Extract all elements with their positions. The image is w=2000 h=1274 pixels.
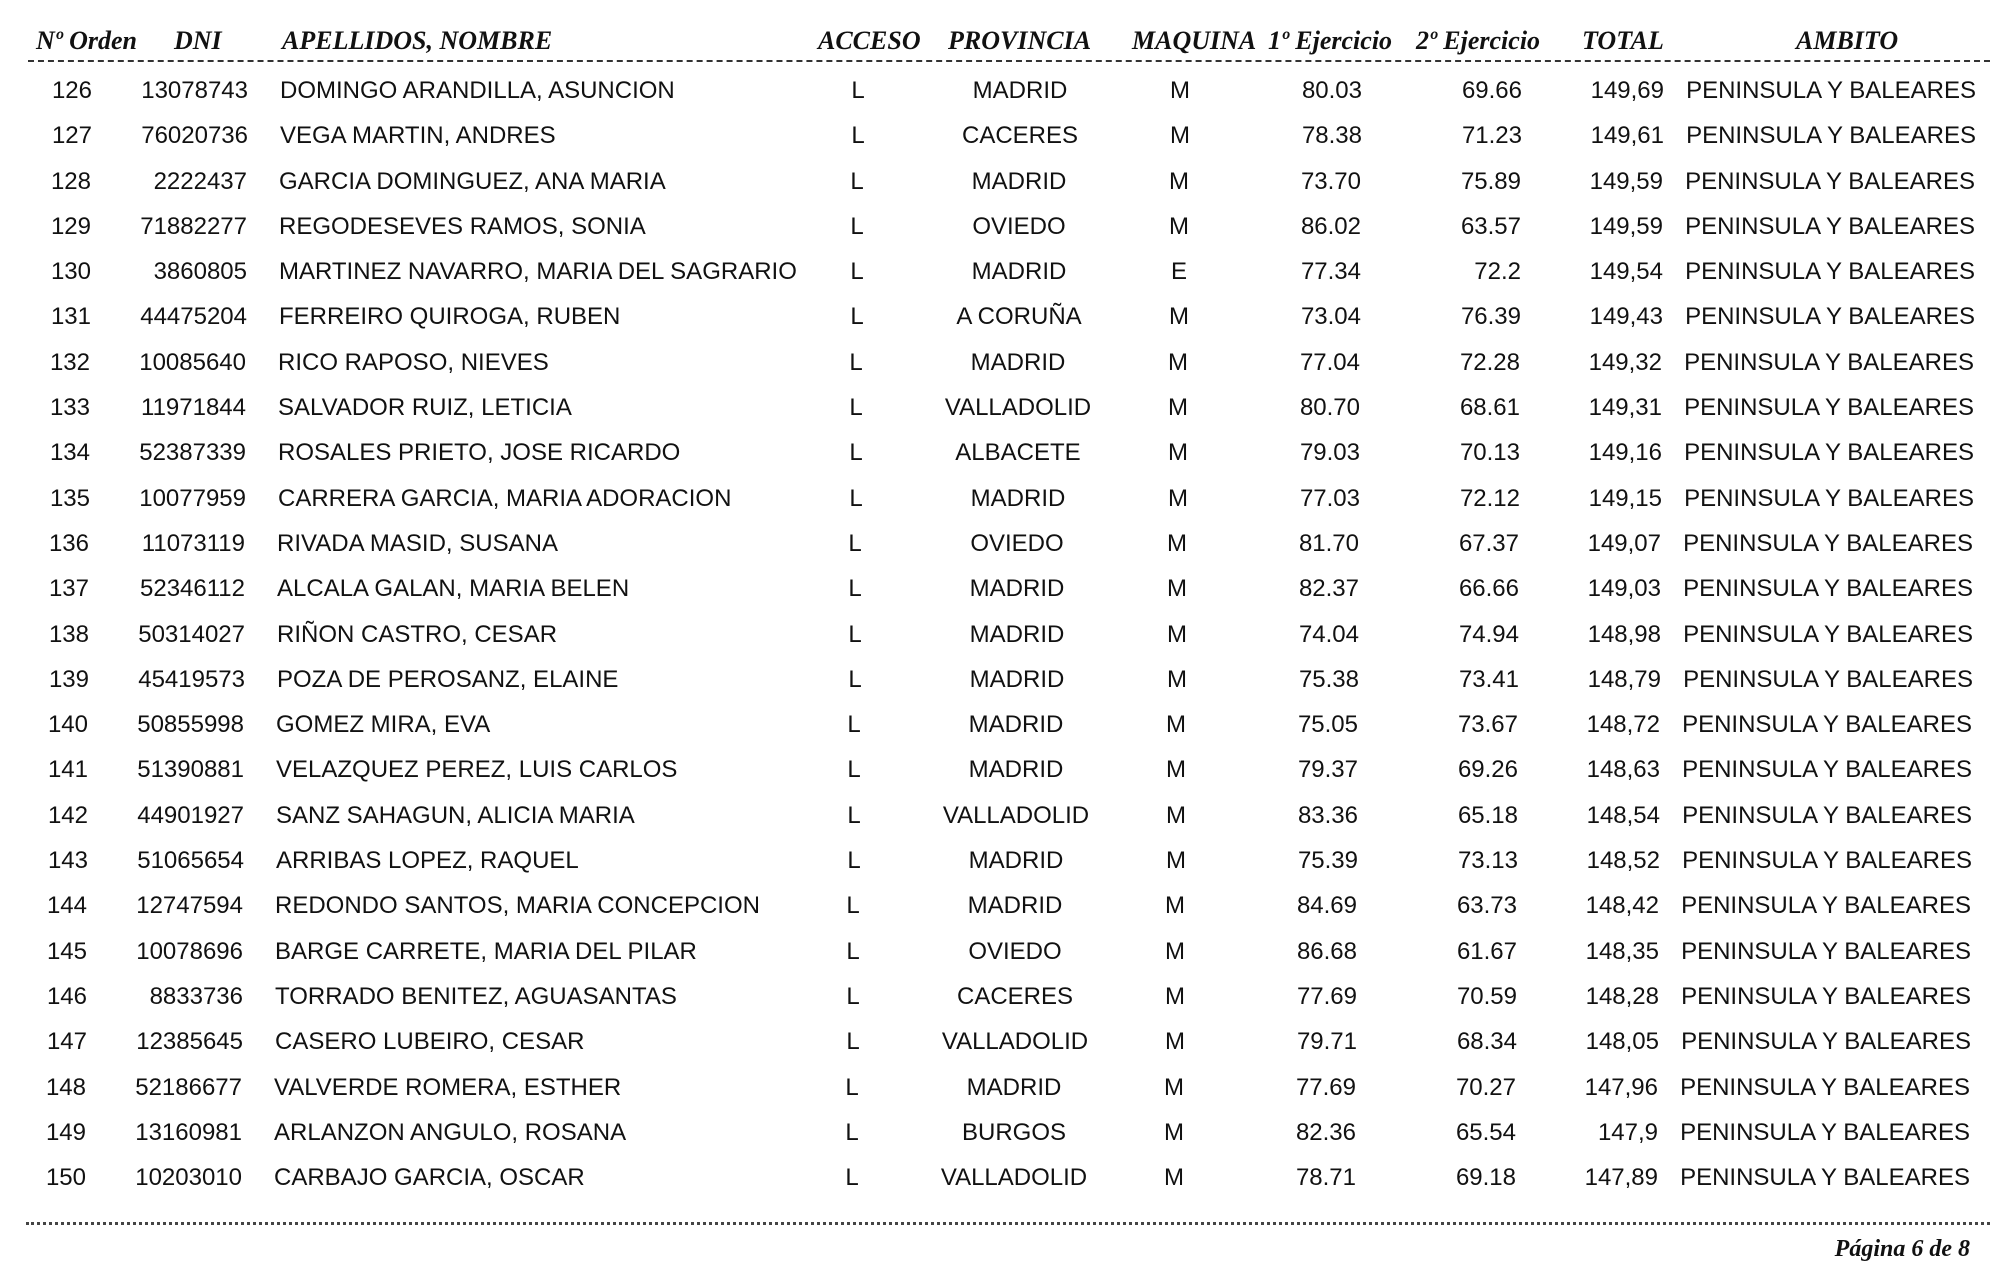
cell-acceso: L — [848, 620, 862, 648]
cell-orden: 147 — [46, 1028, 87, 1056]
cell-ejercicio-1: 79.71 — [1296, 1028, 1357, 1056]
cell-orden: 143 — [47, 847, 88, 875]
cell-ambito: PENINSULA Y BALEARES — [1681, 937, 1971, 965]
cell-acceso: L — [850, 212, 864, 240]
cell-ejercicio-2: 69.26 — [1457, 756, 1518, 784]
cell-orden: 146 — [46, 982, 87, 1010]
table-row — [0, 793, 2000, 838]
cell-nombre: GARCIA DOMINGUEZ, ANA MARIA — [279, 167, 666, 195]
cell-ambito: PENINSULA Y BALEARES — [1682, 756, 1972, 784]
cell-nombre: RIÑON CASTRO, CESAR — [277, 620, 558, 648]
cell-provincia: OVIEDO — [968, 937, 1062, 965]
cell-ejercicio-2: 73.13 — [1457, 847, 1518, 875]
cell-maquina: M — [1165, 937, 1185, 965]
cell-maquina: M — [1164, 1118, 1184, 1146]
table-row — [0, 747, 2000, 792]
table-row — [0, 340, 2000, 385]
cell-nombre: ARRIBAS LOPEZ, RAQUEL — [276, 847, 579, 875]
cell-dni: 52186677 — [135, 1073, 242, 1101]
cell-ejercicio-1: 75.05 — [1297, 711, 1358, 739]
cell-maquina: M — [1170, 122, 1190, 150]
table-row — [0, 204, 2000, 249]
cell-dni: 44475204 — [140, 303, 247, 331]
cell-ejercicio-1: 77.69 — [1295, 1073, 1356, 1101]
cell-acceso: L — [846, 892, 860, 920]
cell-acceso: L — [850, 303, 864, 331]
table-row — [0, 702, 2000, 747]
cell-ejercicio-2: 72.2 — [1474, 258, 1521, 286]
cell-total: 148,54 — [1586, 801, 1660, 829]
cell-acceso: L — [849, 394, 863, 422]
cell-ejercicio-2: 76.39 — [1460, 303, 1521, 331]
cell-dni: 2222437 — [153, 167, 247, 195]
cell-ambito: PENINSULA Y BALEARES — [1685, 258, 1975, 286]
table-row — [0, 159, 2000, 204]
cell-total: 149,69 — [1590, 77, 1664, 104]
cell-ambito: PENINSULA Y BALEARES — [1683, 529, 1973, 557]
cell-ejercicio-1: 86.68 — [1296, 937, 1357, 965]
table-row — [0, 1019, 2000, 1064]
cell-maquina: M — [1167, 529, 1187, 557]
cell-orden: 129 — [50, 212, 91, 240]
cell-nombre: ROSALES PRIETO, JOSE RICARDO — [278, 439, 681, 467]
cell-ejercicio-1: 73.04 — [1300, 303, 1361, 331]
cell-dni: 52387339 — [139, 439, 246, 467]
cell-ambito: PENINSULA Y BALEARES — [1685, 303, 1975, 331]
cell-dni: 45419573 — [138, 665, 245, 693]
cell-nombre: REGODESEVES RAMOS, SONIA — [279, 212, 646, 240]
cell-acceso: L — [848, 529, 862, 557]
cell-orden: 142 — [47, 801, 88, 829]
cell-ejercicio-1: 79.37 — [1297, 756, 1358, 784]
cell-maquina: M — [1165, 1028, 1185, 1056]
cell-orden: 130 — [50, 258, 91, 286]
cell-ejercicio-1: 83.36 — [1297, 801, 1358, 829]
cell-maquina: M — [1167, 575, 1187, 603]
cell-provincia: MADRID — [968, 847, 1064, 875]
cell-ambito: PENINSULA Y BALEARES — [1686, 77, 1976, 104]
cell-ambito: PENINSULA Y BALEARES — [1680, 1073, 1970, 1101]
cell-maquina: M — [1166, 801, 1186, 829]
cell-provincia: MADRID — [969, 665, 1065, 693]
table-row — [0, 883, 2000, 928]
cell-provincia: MADRID — [968, 711, 1064, 739]
cell-maquina: M — [1170, 77, 1190, 104]
cell-provincia: MADRID — [966, 1073, 1062, 1101]
cell-nombre: DOMINGO ARANDILLA, ASUNCION — [280, 77, 675, 104]
cell-dni: 50314027 — [138, 620, 245, 648]
cell-ambito: PENINSULA Y BALEARES — [1682, 711, 1972, 739]
cell-nombre: GOMEZ MIRA, EVA — [276, 711, 491, 739]
cell-provincia: BURGOS — [961, 1118, 1066, 1146]
cell-orden: 139 — [48, 665, 89, 693]
cell-maquina: M — [1169, 212, 1189, 240]
cell-orden: 140 — [47, 711, 88, 739]
cell-ejercicio-1: 79.03 — [1299, 439, 1360, 467]
header-ambito: AMBITO — [1796, 26, 1899, 55]
cell-acceso: L — [845, 1118, 859, 1146]
cell-total: 149,32 — [1588, 348, 1662, 376]
table-row — [0, 1110, 2000, 1155]
cell-maquina: M — [1166, 756, 1186, 784]
cell-acceso: L — [850, 167, 864, 195]
cell-ambito: PENINSULA Y BALEARES — [1682, 801, 1972, 829]
cell-acceso: L — [848, 575, 862, 603]
cell-orden: 144 — [46, 892, 87, 920]
cell-provincia: MADRID — [969, 575, 1065, 603]
cell-ambito: PENINSULA Y BALEARES — [1681, 892, 1971, 920]
cell-maquina: M — [1165, 982, 1185, 1010]
cell-ejercicio-2: 73.67 — [1457, 711, 1518, 739]
cell-ejercicio-2: 71.23 — [1461, 122, 1522, 150]
cell-dni: 11073119 — [141, 529, 245, 557]
cell-acceso: L — [849, 439, 863, 467]
cell-orden: 127 — [51, 122, 92, 150]
cell-dni: 12385645 — [136, 1028, 243, 1056]
cell-dni: 13078743 — [141, 77, 248, 104]
cell-nombre: SANZ SAHAGUN, ALICIA MARIA — [276, 801, 635, 829]
cell-ambito: PENINSULA Y BALEARES — [1683, 575, 1973, 603]
table-row — [0, 974, 2000, 1019]
cell-dni: 3860805 — [153, 258, 247, 286]
cell-ambito: PENINSULA Y BALEARES — [1680, 1118, 1970, 1146]
cell-nombre: VEGA MARTIN, ANDRES — [280, 122, 556, 150]
cell-provincia: ALBACETE — [955, 439, 1081, 467]
table-row — [0, 521, 2000, 566]
cell-nombre: TORRADO BENITEZ, AGUASANTAS — [275, 982, 677, 1010]
cell-acceso: L — [849, 484, 863, 512]
cell-acceso: L — [848, 665, 862, 693]
cell-orden: 145 — [46, 937, 87, 965]
cell-ejercicio-1: 75.39 — [1297, 847, 1358, 875]
cell-ambito: PENINSULA Y BALEARES — [1683, 665, 1973, 693]
cell-ejercicio-2: 68.61 — [1459, 394, 1520, 422]
cell-dni: 52346112 — [140, 575, 245, 603]
cell-total: 148,98 — [1587, 620, 1661, 648]
cell-acceso: L — [849, 348, 863, 376]
cell-ambito: PENINSULA Y BALEARES — [1683, 620, 1973, 648]
cell-nombre: ALCALA GALAN, MARIA BELEN — [277, 575, 630, 603]
cell-dni: 10078696 — [136, 937, 243, 965]
cell-nombre: VALVERDE ROMERA, ESTHER — [274, 1073, 622, 1101]
cell-provincia: CACERES — [961, 122, 1079, 150]
cell-provincia: MADRID — [971, 167, 1067, 195]
cell-ejercicio-2: 69.18 — [1455, 1164, 1516, 1192]
cell-ejercicio-1: 84.69 — [1296, 892, 1357, 920]
cell-dni: 51390881 — [137, 756, 244, 784]
cell-ejercicio-1: 80.70 — [1299, 394, 1360, 422]
cell-total: 149,59 — [1589, 167, 1663, 195]
cell-ejercicio-1: 86.02 — [1300, 212, 1361, 240]
cell-maquina: M — [1164, 1164, 1184, 1192]
cell-acceso: L — [846, 982, 860, 1010]
cell-acceso: L — [845, 1073, 859, 1101]
page-number: Página 6 de 8 — [1834, 1236, 1970, 1262]
cell-total: 148,72 — [1586, 711, 1660, 739]
cell-ejercicio-2: 66.66 — [1458, 575, 1519, 603]
cell-provincia: VALLADOLID — [941, 1028, 1089, 1056]
cell-orden: 132 — [49, 348, 90, 376]
cell-ejercicio-1: 77.69 — [1296, 982, 1357, 1010]
cell-orden: 134 — [49, 439, 90, 467]
cell-orden: 136 — [48, 529, 89, 557]
cell-ejercicio-2: 70.27 — [1455, 1073, 1516, 1101]
cell-maquina: M — [1168, 394, 1188, 422]
cell-ejercicio-1: 74.04 — [1298, 620, 1359, 648]
cell-ejercicio-2: 65.54 — [1455, 1118, 1516, 1146]
cell-maquina: M — [1167, 665, 1187, 693]
cell-ambito: PENINSULA Y BALEARES — [1680, 1164, 1970, 1192]
cell-ambito: PENINSULA Y BALEARES — [1681, 1028, 1971, 1056]
cell-total: 147,89 — [1584, 1164, 1658, 1192]
cell-maquina: M — [1168, 439, 1188, 467]
cell-provincia: VALLADOLID — [944, 394, 1092, 422]
cell-total: 149,03 — [1587, 575, 1661, 603]
cell-total: 148,35 — [1585, 937, 1659, 965]
cell-ejercicio-2: 70.13 — [1459, 439, 1520, 467]
cell-dni: 10077959 — [139, 484, 246, 512]
table-row — [0, 566, 2000, 611]
cell-provincia: OVIEDO — [972, 212, 1066, 240]
table-row — [0, 430, 2000, 475]
cell-nombre: CARRERA GARCIA, MARIA ADORACION — [278, 484, 732, 512]
cell-nombre: VELAZQUEZ PEREZ, LUIS CARLOS — [276, 756, 678, 784]
cell-dni: 10085640 — [139, 348, 246, 376]
cell-maquina: M — [1167, 620, 1187, 648]
cell-maquina: M — [1165, 892, 1185, 920]
cell-dni: 11971844 — [141, 394, 246, 422]
cell-nombre: POZA DE PEROSANZ, ELAINE — [277, 665, 619, 693]
cell-orden: 135 — [49, 484, 90, 512]
cell-ejercicio-1: 78.71 — [1295, 1164, 1356, 1192]
header-dni: DNI — [174, 26, 222, 55]
cell-total: 148,42 — [1585, 892, 1659, 920]
cell-ejercicio-1: 73.70 — [1300, 167, 1361, 195]
cell-nombre: BARGE CARRETE, MARIA DEL PILAR — [275, 937, 697, 965]
cell-acceso: L — [847, 847, 861, 875]
cell-maquina: M — [1164, 1073, 1184, 1101]
header-nombre: APELLIDOS, NOMBRE — [282, 26, 553, 55]
cell-maquina: M — [1166, 711, 1186, 739]
cell-total: 149,31 — [1588, 394, 1662, 422]
cell-ejercicio-1: 75.38 — [1298, 665, 1359, 693]
table-row — [0, 929, 2000, 974]
table-row — [0, 1155, 2000, 1200]
cell-orden: 148 — [45, 1073, 86, 1101]
table-row — [0, 249, 2000, 294]
cell-nombre: RICO RAPOSO, NIEVES — [278, 348, 549, 376]
header-ejercicio-1: 1º Ejercicio — [1268, 26, 1393, 55]
cell-dni: 76020736 — [141, 122, 248, 150]
cell-maquina: M — [1166, 847, 1186, 875]
cell-total: 148,63 — [1586, 756, 1660, 784]
cell-acceso: L — [847, 756, 861, 784]
table-row — [0, 612, 2000, 657]
cell-acceso: L — [845, 1164, 859, 1192]
cell-ejercicio-2: 74.94 — [1458, 620, 1519, 648]
cell-dni: 50855998 — [137, 711, 244, 739]
cell-ejercicio-1: 77.34 — [1300, 258, 1361, 286]
cell-acceso: L — [846, 937, 860, 965]
cell-orden: 141 — [47, 756, 88, 784]
cell-nombre: CARBAJO GARCIA, OSCAR — [274, 1164, 585, 1192]
cell-ejercicio-1: 80.03 — [1301, 77, 1362, 104]
cell-provincia: CACERES — [956, 982, 1074, 1010]
cell-dni: 10203010 — [135, 1164, 242, 1192]
cell-orden: 150 — [45, 1164, 86, 1192]
cell-total: 149,15 — [1588, 484, 1662, 512]
cell-ejercicio-1: 77.04 — [1299, 348, 1360, 376]
cell-orden: 138 — [48, 620, 89, 648]
cell-nombre: SALVADOR RUIZ, LETICIA — [278, 394, 572, 422]
cell-acceso: L — [847, 711, 861, 739]
cell-ambito: PENINSULA Y BALEARES — [1685, 212, 1975, 240]
cell-ejercicio-2: 72.28 — [1459, 348, 1520, 376]
cell-nombre: ARLANZON ANGULO, ROSANA — [274, 1118, 627, 1146]
cell-ejercicio-1: 82.36 — [1295, 1118, 1356, 1146]
cell-total: 149,54 — [1589, 258, 1663, 286]
table-row — [0, 1065, 2000, 1110]
header-maquina: MAQUINA — [1132, 26, 1257, 55]
cell-acceso: L — [850, 258, 864, 286]
cell-nombre: RIVADA MASID, SUSANA — [277, 529, 558, 557]
cell-total: 148,52 — [1586, 847, 1660, 875]
cell-ejercicio-2: 61.67 — [1456, 937, 1517, 965]
cell-nombre: REDONDO SANTOS, MARIA CONCEPCION — [275, 892, 760, 920]
cell-provincia: A CORUÑA — [956, 303, 1082, 331]
cell-ejercicio-2: 67.37 — [1458, 529, 1519, 557]
cell-orden: 126 — [51, 77, 92, 104]
cell-ejercicio-1: 78.38 — [1301, 122, 1362, 150]
cell-dni: 44901927 — [137, 801, 244, 829]
cell-ambito: PENINSULA Y BALEARES — [1684, 348, 1974, 376]
cell-acceso: L — [846, 1028, 860, 1056]
cell-ejercicio-2: 68.34 — [1456, 1028, 1517, 1056]
cell-nombre: FERREIRO QUIROGA, RUBEN — [279, 303, 621, 331]
cell-ejercicio-1: 77.03 — [1299, 484, 1360, 512]
cell-provincia: MADRID — [967, 892, 1063, 920]
cell-provincia: MADRID — [970, 348, 1066, 376]
cell-total: 149,61 — [1590, 122, 1664, 150]
cell-ambito: PENINSULA Y BALEARES — [1684, 394, 1974, 422]
cell-ejercicio-2: 65.18 — [1457, 801, 1518, 829]
cell-acceso: L — [847, 801, 861, 829]
cell-orden: 133 — [49, 394, 90, 422]
cell-ejercicio-2: 72.12 — [1459, 484, 1520, 512]
cell-ambito: PENINSULA Y BALEARES — [1685, 167, 1975, 195]
cell-orden: 128 — [50, 167, 91, 195]
header-acceso: ACCESO — [818, 26, 921, 55]
cell-provincia: OVIEDO — [970, 529, 1064, 557]
cell-provincia: VALLADOLID — [940, 1164, 1088, 1192]
cell-dni: 12747594 — [136, 892, 243, 920]
cell-total: 147,9 — [1597, 1118, 1658, 1146]
cell-nombre: MARTINEZ NAVARRO, MARIA DEL SAGRARIO — [279, 258, 797, 286]
table-row — [0, 476, 2000, 521]
header-total: TOTAL — [1582, 26, 1664, 55]
cell-dni: 8833736 — [149, 982, 243, 1010]
table-row — [0, 385, 2000, 430]
table-row — [0, 838, 2000, 883]
cell-provincia: MADRID — [972, 77, 1068, 104]
cell-total: 148,05 — [1585, 1028, 1659, 1056]
cell-orden: 131 — [50, 303, 91, 331]
cell-acceso: L — [851, 122, 865, 150]
cell-ejercicio-1: 81.70 — [1298, 529, 1359, 557]
cell-ambito: PENINSULA Y BALEARES — [1684, 484, 1974, 512]
cell-ejercicio-2: 63.57 — [1460, 212, 1521, 240]
cell-maquina: M — [1169, 303, 1189, 331]
cell-dni: 71882277 — [140, 212, 247, 240]
cell-ambito: PENINSULA Y BALEARES — [1681, 982, 1971, 1010]
table-body — [0, 68, 2000, 1200]
cell-orden: 149 — [45, 1118, 86, 1146]
footer-divider — [26, 1222, 1990, 1225]
header-divider — [28, 60, 1990, 62]
cell-ejercicio-2: 73.41 — [1458, 665, 1519, 693]
cell-maquina: M — [1168, 348, 1188, 376]
cell-total: 147,96 — [1584, 1073, 1658, 1101]
cell-total: 148,28 — [1585, 982, 1659, 1010]
cell-dni: 13160981 — [135, 1118, 242, 1146]
cell-total: 149,59 — [1589, 212, 1663, 240]
cell-orden: 137 — [48, 575, 89, 603]
cell-ambito: PENINSULA Y BALEARES — [1684, 439, 1974, 467]
cell-total: 149,43 — [1589, 303, 1663, 331]
cell-provincia: VALLADOLID — [942, 801, 1090, 829]
cell-acceso: L — [851, 77, 865, 104]
cell-total: 149,16 — [1588, 439, 1662, 467]
cell-nombre: CASERO LUBEIRO, CESAR — [275, 1028, 585, 1056]
cell-provincia: MADRID — [968, 756, 1064, 784]
cell-total: 149,07 — [1587, 529, 1661, 557]
cell-ejercicio-2: 69.66 — [1461, 77, 1522, 104]
table-header — [28, 22, 1990, 62]
header-provincia: PROVINCIA — [948, 26, 1092, 55]
cell-dni: 51065654 — [137, 847, 244, 875]
cell-ejercicio-2: 63.73 — [1456, 892, 1517, 920]
cell-provincia: MADRID — [970, 484, 1066, 512]
cell-provincia: MADRID — [971, 258, 1067, 286]
header-ejercicio-2: 2º Ejercicio — [1416, 26, 1541, 55]
cell-maquina: M — [1168, 484, 1188, 512]
cell-ejercicio-2: 75.89 — [1460, 167, 1521, 195]
table-row — [0, 657, 2000, 702]
cell-ejercicio-1: 82.37 — [1298, 575, 1359, 603]
table-row — [0, 294, 2000, 339]
cell-ejercicio-2: 70.59 — [1456, 982, 1517, 1010]
cell-ambito: PENINSULA Y BALEARES — [1686, 122, 1976, 150]
table-row — [0, 113, 2000, 158]
cell-maquina: M — [1169, 167, 1189, 195]
header-orden: Nº Orden — [36, 26, 137, 55]
table-row — [0, 68, 2000, 113]
cell-ambito: PENINSULA Y BALEARES — [1682, 847, 1972, 875]
cell-provincia: MADRID — [969, 620, 1065, 648]
cell-maquina: E — [1170, 258, 1187, 286]
cell-total: 148,79 — [1587, 665, 1661, 693]
